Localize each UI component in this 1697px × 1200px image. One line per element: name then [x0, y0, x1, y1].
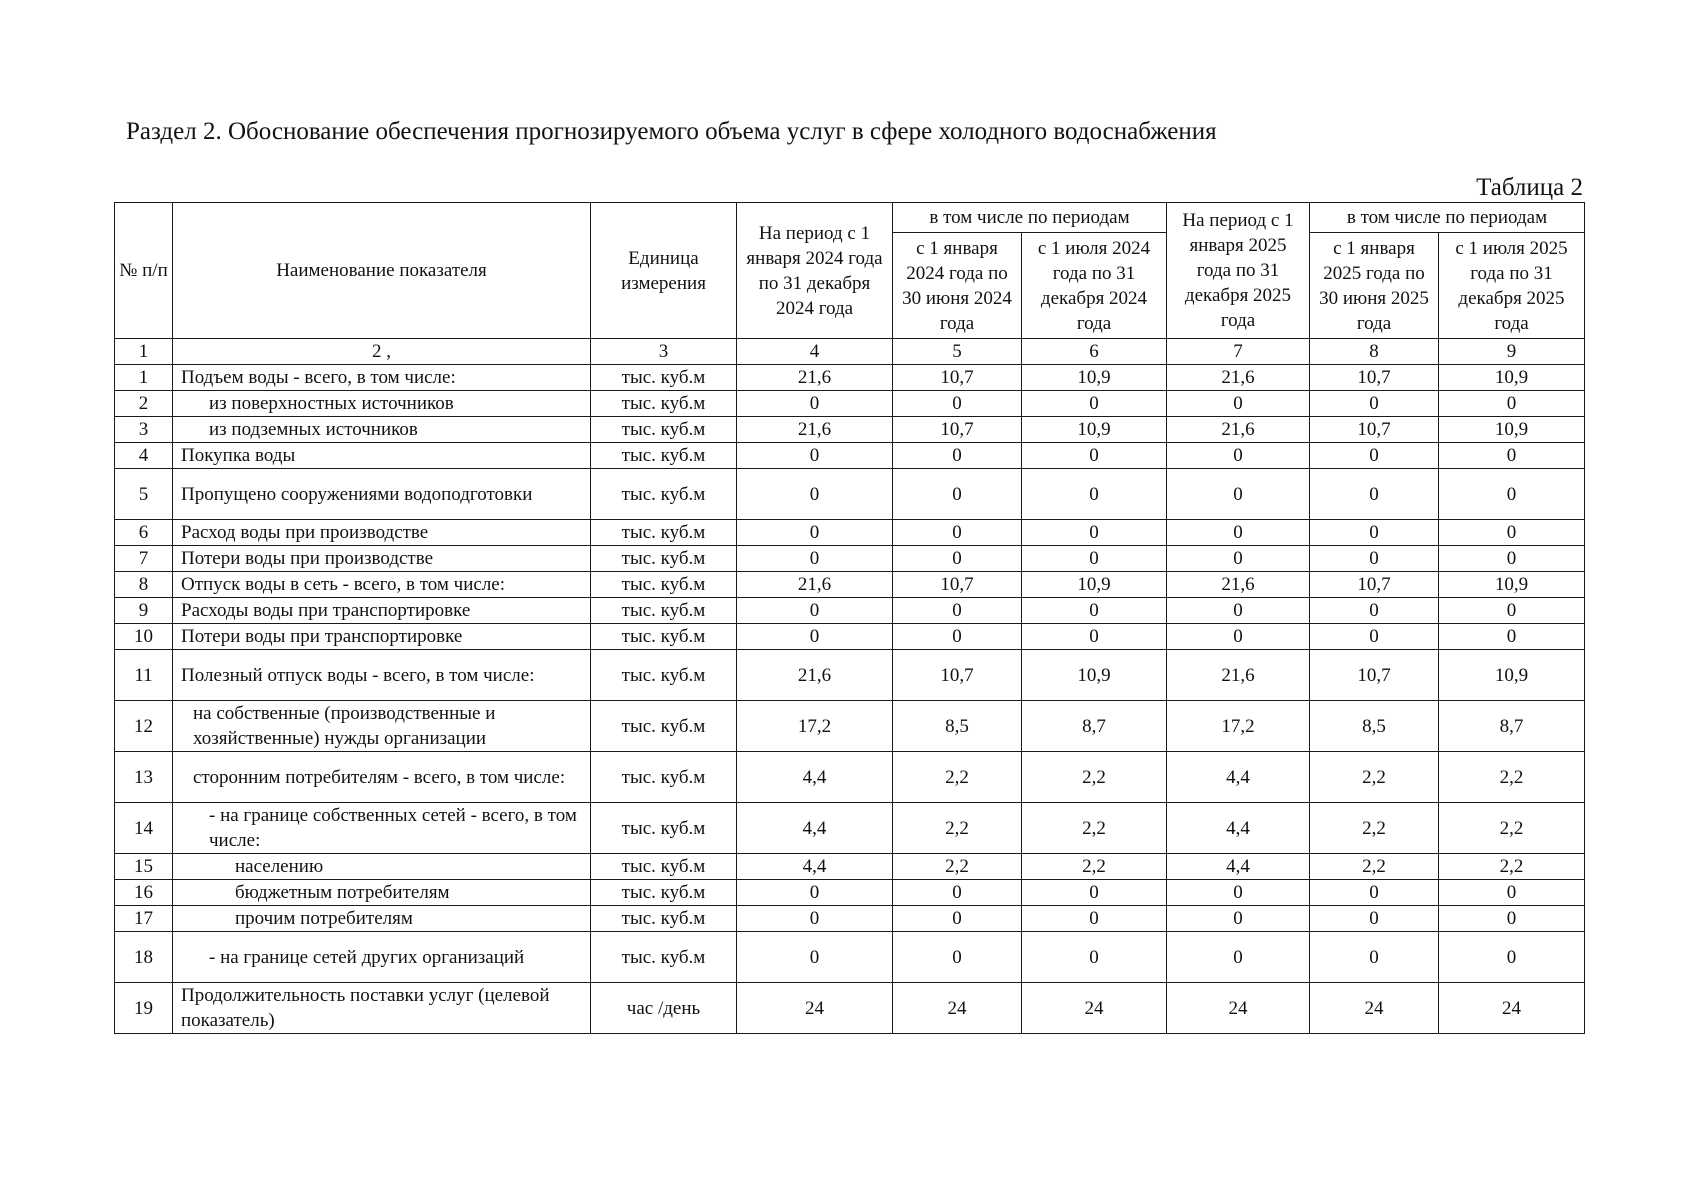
value-cell: 2,2 [893, 752, 1022, 803]
value-cell: 17,2 [737, 701, 893, 752]
value-cell: 2,2 [1439, 752, 1585, 803]
row-number: 4 [115, 443, 173, 469]
row-number: 10 [115, 624, 173, 650]
value-cell: 10,9 [1022, 365, 1167, 391]
value-cell: 0 [1439, 624, 1585, 650]
value-cell: 0 [1439, 880, 1585, 906]
header-h2-2024: с 1 июля 2024 года по 31 декабря 2024 года [1022, 233, 1167, 339]
header-subperiods-2025: в том числе по периодам [1310, 203, 1585, 233]
value-cell: 0 [737, 880, 893, 906]
value-cell: 10,9 [1439, 650, 1585, 701]
unit-cell: тыс. куб.м [591, 443, 737, 469]
value-cell: 21,6 [737, 365, 893, 391]
value-cell: 4,4 [737, 752, 893, 803]
value-cell: 21,6 [737, 572, 893, 598]
value-cell: 0 [1022, 391, 1167, 417]
value-cell: 8,5 [893, 701, 1022, 752]
value-cell: 2,2 [1310, 854, 1439, 880]
value-cell: 0 [1310, 469, 1439, 520]
table-row [115, 469, 1585, 520]
unit-cell: тыс. куб.м [591, 598, 737, 624]
row-number: 17 [115, 906, 173, 932]
indicator-name: Продолжительность поставки услуг (целевой показатель) [173, 983, 591, 1034]
unit-cell: тыс. куб.м [591, 391, 737, 417]
value-cell: 2,2 [1439, 803, 1585, 854]
unit-cell: тыс. куб.м [591, 546, 737, 572]
indicator-name: - на границе собственных сетей - всего, в том числе: [173, 803, 591, 854]
value-cell: 10,9 [1022, 650, 1167, 701]
value-cell: 4,4 [1167, 854, 1310, 880]
value-cell: 24 [1167, 983, 1310, 1034]
value-cell: 4,4 [737, 854, 893, 880]
value-cell: 0 [1439, 443, 1585, 469]
value-cell: 0 [1439, 906, 1585, 932]
indicator-name: - на границе сетей других организаций [173, 932, 591, 983]
unit-cell: тыс. куб.м [591, 803, 737, 854]
value-cell: 0 [893, 443, 1022, 469]
table-row [115, 572, 1585, 598]
table-row [115, 854, 1585, 880]
unit-cell: тыс. куб.м [591, 650, 737, 701]
indicator-name: из подземных источников [173, 417, 591, 443]
unit-cell: тыс. куб.м [591, 752, 737, 803]
value-cell: 0 [737, 598, 893, 624]
row-number: 13 [115, 752, 173, 803]
value-cell: 0 [893, 520, 1022, 546]
table-row [115, 624, 1585, 650]
value-cell: 24 [737, 983, 893, 1034]
value-cell: 0 [1310, 391, 1439, 417]
value-cell: 0 [893, 880, 1022, 906]
value-cell: 2,2 [1022, 854, 1167, 880]
value-cell: 10,7 [893, 650, 1022, 701]
value-cell: 0 [1167, 880, 1310, 906]
column-number-cell: 9 [1439, 339, 1585, 365]
value-cell: 0 [1439, 391, 1585, 417]
value-cell: 0 [1439, 469, 1585, 520]
row-number: 18 [115, 932, 173, 983]
value-cell: 4,4 [737, 803, 893, 854]
table-row [115, 650, 1585, 701]
water-supply-table [114, 202, 1585, 1034]
value-cell: 4,4 [1167, 752, 1310, 803]
value-cell: 24 [1022, 983, 1167, 1034]
header-num: № п/п [115, 203, 173, 339]
value-cell: 10,9 [1439, 417, 1585, 443]
row-number: 5 [115, 469, 173, 520]
value-cell: 0 [1439, 546, 1585, 572]
column-number-cell: 1 [115, 339, 173, 365]
table-row [115, 752, 1585, 803]
table-row [115, 983, 1585, 1034]
value-cell: 0 [1022, 932, 1167, 983]
value-cell: 0 [1167, 546, 1310, 572]
value-cell: 0 [1022, 906, 1167, 932]
indicator-name: Расходы воды при транспортировке [173, 598, 591, 624]
row-number: 14 [115, 803, 173, 854]
header-unit: Единица измерения [591, 203, 737, 339]
value-cell: 0 [893, 906, 1022, 932]
table-row [115, 906, 1585, 932]
column-number-row [115, 339, 1585, 365]
value-cell: 4,4 [1167, 803, 1310, 854]
table-row [115, 546, 1585, 572]
table-row [115, 598, 1585, 624]
indicator-name: Покупка воды [173, 443, 591, 469]
row-number: 6 [115, 520, 173, 546]
value-cell: 10,9 [1439, 572, 1585, 598]
table-row [115, 803, 1585, 854]
value-cell: 0 [893, 624, 1022, 650]
unit-cell: тыс. куб.м [591, 520, 737, 546]
table-row [115, 365, 1585, 391]
indicator-name: населению [173, 854, 591, 880]
value-cell: 0 [1022, 469, 1167, 520]
unit-cell: тыс. куб.м [591, 417, 737, 443]
value-cell: 8,7 [1022, 701, 1167, 752]
value-cell: 0 [1167, 469, 1310, 520]
header-name: Наименование показателя [173, 203, 591, 339]
header-period-2025: На период с 1 января 2025 года по 31 декабря 2025 года [1167, 203, 1310, 339]
indicator-name: сторонним потребителям - всего, в том числе: [173, 752, 591, 803]
value-cell: 0 [737, 906, 893, 932]
value-cell: 0 [1310, 932, 1439, 983]
value-cell: 2,2 [893, 854, 1022, 880]
header-period-2024: На период с 1 января 2024 года по 31 декабря 2024 года [737, 203, 893, 339]
value-cell: 0 [1439, 520, 1585, 546]
value-cell: 0 [893, 469, 1022, 520]
value-cell: 0 [893, 932, 1022, 983]
header-h1-2024: с 1 января 2024 года по 30 июня 2024 года [893, 233, 1022, 339]
unit-cell: час /день [591, 983, 737, 1034]
indicator-name: из поверхностных источников [173, 391, 591, 417]
indicator-name: Отпуск воды в сеть - всего, в том числе: [173, 572, 591, 598]
value-cell: 10,7 [893, 572, 1022, 598]
row-number: 12 [115, 701, 173, 752]
indicator-name: бюджетным потребителям [173, 880, 591, 906]
value-cell: 0 [1310, 443, 1439, 469]
column-number-cell: 5 [893, 339, 1022, 365]
indicator-name: Полезный отпуск воды - всего, в том числе: [173, 650, 591, 701]
table-row [115, 520, 1585, 546]
unit-cell: тыс. куб.м [591, 624, 737, 650]
unit-cell: тыс. куб.м [591, 932, 737, 983]
value-cell: 0 [1022, 546, 1167, 572]
value-cell: 17,2 [1167, 701, 1310, 752]
value-cell: 0 [737, 624, 893, 650]
value-cell: 2,2 [1022, 803, 1167, 854]
section-title: Раздел 2. Обоснование обеспечения прогнозируемого объема услуг в сфере холодного водоснабжения [126, 118, 1217, 145]
table-row [115, 417, 1585, 443]
indicator-name: Расход воды при производстве [173, 520, 591, 546]
value-cell: 0 [1310, 880, 1439, 906]
indicator-name: Потери воды при производстве [173, 546, 591, 572]
header-h2-2025: с 1 июля 2025 года по 31 декабря 2025 года [1439, 233, 1585, 339]
row-number: 19 [115, 983, 173, 1034]
column-number-cell: 3 [591, 339, 737, 365]
row-number: 16 [115, 880, 173, 906]
value-cell: 0 [737, 469, 893, 520]
value-cell: 8,7 [1439, 701, 1585, 752]
value-cell: 0 [1310, 624, 1439, 650]
value-cell: 10,7 [1310, 417, 1439, 443]
value-cell: 0 [1167, 624, 1310, 650]
value-cell: 0 [1167, 906, 1310, 932]
value-cell: 0 [1310, 906, 1439, 932]
row-number: 15 [115, 854, 173, 880]
value-cell: 24 [893, 983, 1022, 1034]
row-number: 8 [115, 572, 173, 598]
value-cell: 0 [1310, 546, 1439, 572]
value-cell: 0 [1310, 520, 1439, 546]
value-cell: 0 [737, 391, 893, 417]
value-cell: 10,7 [1310, 650, 1439, 701]
header-h1-2025: с 1 января 2025 года по 30 июня 2025 года [1310, 233, 1439, 339]
row-number: 3 [115, 417, 173, 443]
table-caption: Таблица 2 [1476, 174, 1583, 201]
column-number-cell: 8 [1310, 339, 1439, 365]
unit-cell: тыс. куб.м [591, 854, 737, 880]
value-cell: 10,9 [1022, 417, 1167, 443]
unit-cell: тыс. куб.м [591, 469, 737, 520]
value-cell: 2,2 [1310, 752, 1439, 803]
indicator-name: Потери воды при транспортировке [173, 624, 591, 650]
value-cell: 0 [1167, 520, 1310, 546]
column-number-cell: 2 , [173, 339, 591, 365]
indicator-name: Пропущено сооружениями водоподготовки [173, 469, 591, 520]
table-row [115, 880, 1585, 906]
row-number: 9 [115, 598, 173, 624]
value-cell: 0 [737, 520, 893, 546]
row-number: 1 [115, 365, 173, 391]
value-cell: 2,2 [1310, 803, 1439, 854]
value-cell: 0 [1439, 932, 1585, 983]
column-number-cell: 7 [1167, 339, 1310, 365]
value-cell: 0 [1022, 624, 1167, 650]
value-cell: 21,6 [1167, 365, 1310, 391]
table-row [115, 701, 1585, 752]
column-number-cell: 6 [1022, 339, 1167, 365]
value-cell: 21,6 [737, 417, 893, 443]
unit-cell: тыс. куб.м [591, 880, 737, 906]
value-cell: 10,7 [893, 365, 1022, 391]
value-cell: 0 [893, 546, 1022, 572]
unit-cell: тыс. куб.м [591, 701, 737, 752]
table-row [115, 391, 1585, 417]
value-cell: 10,9 [1022, 572, 1167, 598]
value-cell: 0 [893, 598, 1022, 624]
value-cell: 24 [1310, 983, 1439, 1034]
value-cell: 24 [1439, 983, 1585, 1034]
value-cell: 10,9 [1439, 365, 1585, 391]
row-number: 7 [115, 546, 173, 572]
value-cell: 0 [737, 443, 893, 469]
row-number: 2 [115, 391, 173, 417]
value-cell: 2,2 [1022, 752, 1167, 803]
value-cell: 0 [1310, 598, 1439, 624]
value-cell: 21,6 [737, 650, 893, 701]
value-cell: 0 [893, 391, 1022, 417]
value-cell: 0 [1167, 932, 1310, 983]
value-cell: 0 [1022, 443, 1167, 469]
value-cell: 0 [1022, 520, 1167, 546]
value-cell: 0 [737, 546, 893, 572]
value-cell: 2,2 [893, 803, 1022, 854]
value-cell: 2,2 [1439, 854, 1585, 880]
value-cell: 0 [1439, 598, 1585, 624]
indicator-name: Подъем воды - всего, в том числе: [173, 365, 591, 391]
value-cell: 10,7 [893, 417, 1022, 443]
indicator-name: прочим потребителям [173, 906, 591, 932]
value-cell: 0 [1022, 880, 1167, 906]
row-number: 11 [115, 650, 173, 701]
column-number-cell: 4 [737, 339, 893, 365]
value-cell: 21,6 [1167, 417, 1310, 443]
indicator-name: на собственные (производственные и хозяйственные) нужды организации [173, 701, 591, 752]
value-cell: 0 [1167, 598, 1310, 624]
table-row [115, 443, 1585, 469]
unit-cell: тыс. куб.м [591, 365, 737, 391]
value-cell: 0 [1167, 443, 1310, 469]
table-row [115, 932, 1585, 983]
value-cell: 8,5 [1310, 701, 1439, 752]
value-cell: 10,7 [1310, 572, 1439, 598]
value-cell: 10,7 [1310, 365, 1439, 391]
value-cell: 0 [737, 932, 893, 983]
unit-cell: тыс. куб.м [591, 572, 737, 598]
value-cell: 21,6 [1167, 650, 1310, 701]
header-subperiods-2024: в том числе по периодам [893, 203, 1167, 233]
value-cell: 21,6 [1167, 572, 1310, 598]
value-cell: 0 [1167, 391, 1310, 417]
value-cell: 0 [1022, 598, 1167, 624]
unit-cell: тыс. куб.м [591, 906, 737, 932]
